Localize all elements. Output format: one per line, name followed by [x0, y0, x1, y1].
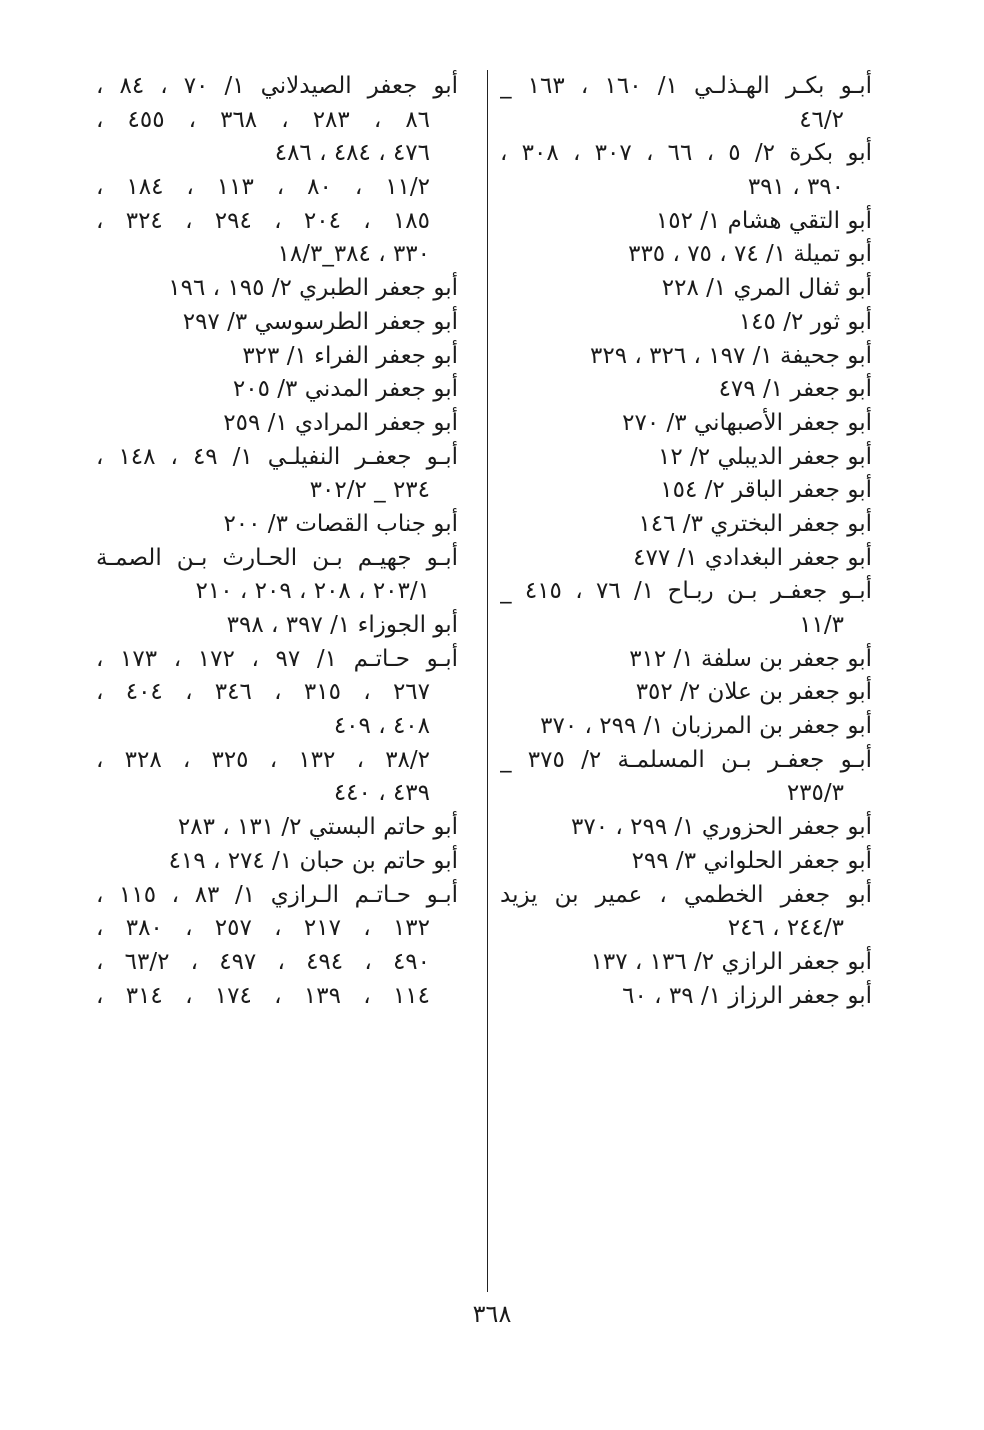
index-line: ٢٦٧ ، ٣١٥ ، ٣٤٦ ، ٤٠٤ ، — [96, 679, 431, 706]
index-line: ٣٣٠ ، ٣٨٤_١٨/٣ — [277, 241, 430, 268]
column-divider — [487, 70, 488, 1292]
index-line: أبو جعفر الباقر ٢/ ١٥٤ — [660, 477, 872, 504]
index-line: ٤٦/٢ — [799, 106, 844, 133]
index-line: أبو جعفر البغدادي ١/ ٤٧٧ — [633, 544, 872, 571]
index-line: أبو جحيفة ١/ ١٩٧ ، ٣٢٦ ، ٣٢٩ — [590, 342, 872, 369]
index-line: ١٨٥ ، ٢٠٤ ، ٢٩٤ ، ٣٢٤ ، — [96, 207, 431, 234]
index-line: أبـو جعفـر بـن المسلمـة ٢/ ٣٧٥ _ — [500, 746, 872, 773]
index-line: أبو جعفر الحزوري ١/ ٢٩٩ ، ٣٧٠ — [571, 814, 872, 841]
index-line: أبـو حـاتـم الـرازي ١/ ٨٣ ، ١١٥ ، — [96, 881, 458, 908]
index-line: ٢٣٥/٣ — [786, 780, 844, 807]
index-line: ٢٤٤/٣ ، ٢٤٦ — [727, 915, 844, 942]
index-line: ١١٤ ، ١٣٩ ، ١٧٤ ، ٣١٤ ، — [96, 982, 431, 1009]
index-line: أبو جعفر بن علان ٢/ ٣٥٢ — [635, 679, 872, 706]
page-number: ٣٦٨ — [472, 1300, 512, 1328]
index-line: أبو جعفر المرادي ١/ ٢٥٩ — [223, 409, 458, 436]
index-line: أبو ثور ٢/ ١٤٥ — [738, 308, 872, 335]
index-line: أبو حاتم البستي ٢/ ١٣١ ، ٢٨٣ — [177, 814, 458, 841]
index-line: ٢٣٤ _ ٣٠٢/٢ — [309, 477, 430, 504]
index-line: أبو جعفر الطرسوسي ٣/ ٢٩٧ — [182, 308, 458, 335]
index-line: أبو ثفال المري ١/ ٢٢٨ — [661, 275, 872, 302]
index-line: أبو جعفر الخطمي ، عمير بن يزيد — [500, 881, 872, 908]
index-line: ١٣٢ ، ٢١٧ ، ٢٥٧ ، ٣٨٠ ، — [96, 915, 431, 942]
index-line: أبو جعفر الأصبهاني ٣/ ٢٧٠ — [622, 409, 872, 436]
index-line: ٤٠٨ ، ٤٠٩ — [333, 713, 430, 740]
index-line: أبو جعفر الرزاز ١/ ٣٩ ، ٦٠ — [622, 982, 872, 1009]
index-line: أبو جعفر بن سلفة ١/ ٣١٢ — [629, 645, 872, 672]
index-line: أبـو جعفـر النفيلـي ١/ ٤٩ ، ١٤٨ ، — [96, 443, 458, 470]
index-line: أبـو جعفـر بـن ربـاح ١/ ٧٦ ، ٤١٥ _ — [500, 578, 872, 605]
index-line: ٤٧٦ ، ٤٨٤ ، ٤٨٦ — [274, 140, 430, 167]
index-line: أبو جعفر الديبلي ٢/ ١٢ — [658, 443, 872, 470]
index-line: ١١/٣ — [799, 612, 844, 638]
index-line: ٨٦ ، ٢٨٣ ، ٣٦٨ ، ٤٥٥ ، — [96, 106, 431, 133]
index-line: ٢٠٣/١ ، ٢٠٨ ، ٢٠٩ ، ٢١٠ — [195, 578, 430, 605]
index-line: ٤٣٩ ، ٤٤٠ — [333, 780, 430, 807]
index-line: أبـو حـاتـم ١/ ٩٧ ، ١٧٢ ، ١٧٣ ، — [96, 645, 458, 672]
index-line: ٤٩٠ ، ٤٩٤ ، ٤٩٧ ، ٦٣/٢ ، — [96, 948, 430, 975]
index-line: أبـو بكـر الهـذلـي ١/ ١٦٠ ، ١٦٣ _ — [500, 73, 872, 99]
index-line: أبو الجوزاء ١/ ٣٩٧ ، ٣٩٨ — [226, 612, 458, 638]
index-line: أبو جعفر الرازي ٢/ ١٣٦ ، ١٣٧ — [590, 948, 872, 975]
index-line: أبو التقي هشام ١/ ١٥٢ — [655, 207, 872, 234]
index-line: أبو حاتم بن حبان ١/ ٢٧٤ ، ٤١٩ — [168, 847, 458, 874]
index-line: أبو جعفر ١/ ٤٧٩ — [718, 376, 872, 403]
index-line: أبـو جهيـم بـن الحـارث بـن الصمـة — [96, 544, 458, 571]
index-line: أبو جناب القصات ٣/ ٢٠٠ — [223, 510, 458, 537]
index-line: أبو جعفر الفراء ١/ ٣٢٣ — [242, 342, 458, 369]
right-column — [500, 70, 872, 1013]
index-line: أبو بكرة ٢/ ٥ ، ٦٦ ، ٣٠٧ ، ٣٠٨ ، — [500, 140, 872, 167]
index-line: أبو جعفر المدني ٣/ ٢٠٥ — [232, 376, 458, 403]
index-line: ١١/٢ ، ٨٠ ، ١١٣ ، ١٨٤ ، — [96, 174, 431, 201]
index-line: أبو جعفر الطبري ٢/ ١٩٥ ، ١٩٦ — [168, 275, 458, 302]
index-line: أبو جعفر بن المرزبان ١/ ٢٩٩ ، ٣٧٠ — [540, 713, 872, 740]
left-column — [96, 70, 458, 1013]
index-line: أبو جعفر الصيدلاني ١/ ٧٠ ، ٨٤ ، — [96, 73, 458, 99]
index-line: أبو تميلة ١/ ٧٤ ، ٧٥ ، ٣٣٥ — [628, 241, 872, 268]
index-line: ٣٩٠ ، ٣٩١ — [747, 174, 844, 201]
index-line: ٣٨/٢ ، ١٣٢ ، ٣٢٥ ، ٣٢٨ ، — [96, 746, 430, 773]
index-line: أبو جعفر البختري ٣/ ١٤٦ — [638, 510, 872, 537]
index-line: أبو جعفر الحلواني ٣/ ٢٩٩ — [631, 847, 872, 874]
